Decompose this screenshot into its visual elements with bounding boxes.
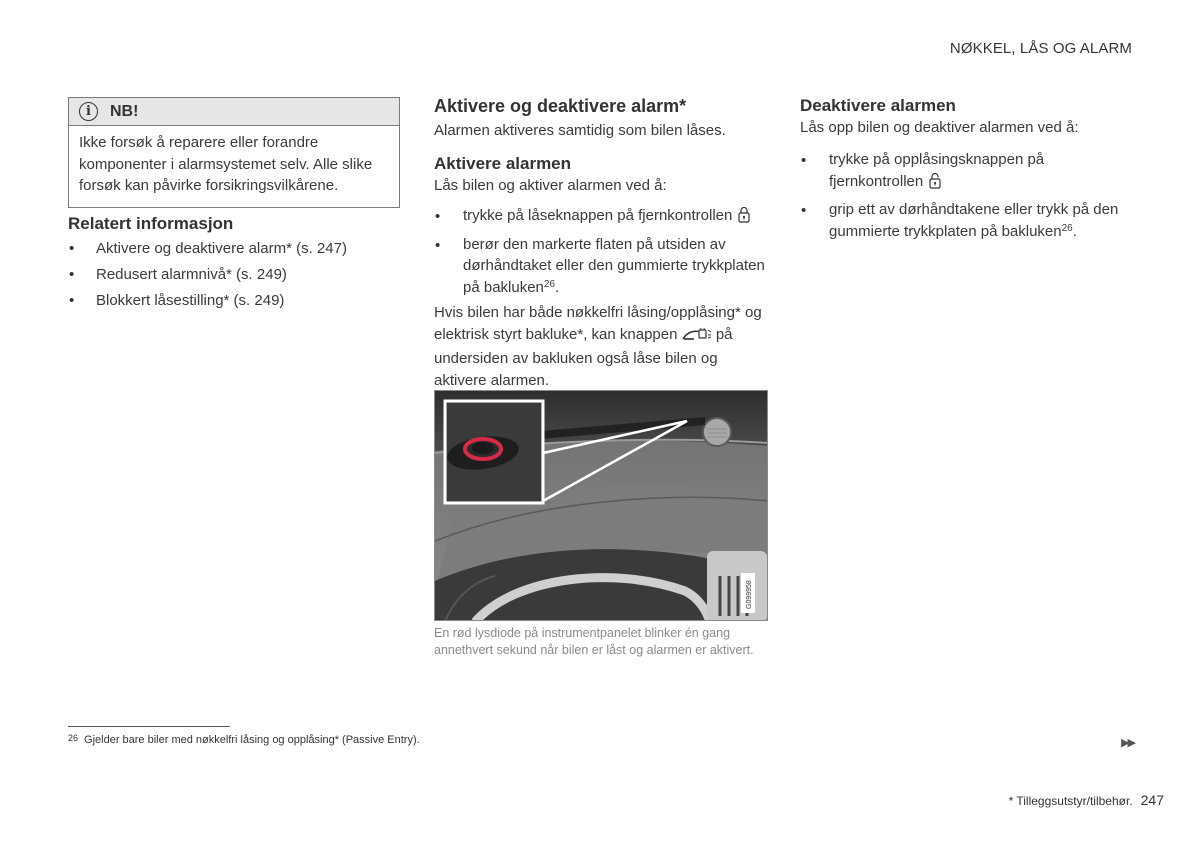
section-title: NØKKEL, LÅS OG ALARM: [949, 40, 1132, 57]
deactivate-list: [800, 149, 1134, 242]
activate-heading: Aktivere alarmen: [434, 154, 572, 173]
dashboard-illustration-graphic: [435, 391, 768, 621]
deactivate-lead: Lås opp bilen og deaktiver alarmen ved å:: [800, 119, 1079, 136]
tailgate-lock-button-icon: [682, 326, 712, 348]
note-box: [68, 97, 400, 208]
footnote-ref[interactable]: 26: [543, 278, 556, 290]
dashboard-illustration: [434, 390, 768, 621]
footnote-ref[interactable]: 26: [1061, 222, 1073, 234]
list-item-text: trykke på låseknappen på fjernkontrollen: [463, 207, 733, 224]
footnote-number: 26: [68, 733, 79, 743]
footnote-text: Gjelder bare biler med nøkkelfri låsing og opplåsing* (Passive Entry).: [84, 734, 420, 746]
related-link-activate-alarm[interactable]: • Aktivere og deaktivere alarm* (s. 247): [68, 236, 398, 262]
note-label: NB!: [110, 102, 139, 120]
figure-caption: En rød lysdiode på instrumentpanelet blinker én gang annethvert sekund når bilen er låst og alarmen er aktivert.: [434, 626, 754, 657]
activate-list: [434, 205, 768, 298]
info-icon: i: [79, 102, 98, 121]
page-number: 247: [1140, 792, 1164, 808]
list-item: • berør den markerte flaten på utsiden av dørhåndtaket eller den gummierte trykkplaten på bakluken$^{26}$.: [434, 234, 768, 299]
tailgate-text-1: Hvis bilen har både nøkkelfri låsing/opplåsing* og elektrisk styrt bakluke*, kan knappen: [434, 304, 762, 343]
related-link-reduced-alarm[interactable]: • Redusert alarmnivå* (s. 249): [68, 262, 398, 288]
lock-open-icon: [929, 172, 941, 196]
list-item: [434, 205, 768, 230]
accessory-note: * Tilleggsutstyr/tilbehør.: [1008, 794, 1133, 808]
related-link-blocked-lock[interactable]: • Blokkert låsestilling* (s. 249): [68, 288, 398, 314]
page-title: Aktivere og deaktivere alarm*: [434, 96, 687, 116]
list-item-text: trykke på opplåsingsknappen på fjernkontrollen: [829, 151, 1045, 190]
list-item-text: berør den markerte flaten på utsiden av dørhåndtaket eller den gummierte trykkplaten på bakluken: [463, 235, 765, 296]
lock-closed-icon: [738, 206, 750, 230]
list-item-text: grip ett av dørhåndtakene eller trykk på den gummierte trykkplaten på bakluken: [829, 201, 1119, 240]
tailgate-text-2: på undersiden av bakluken også låse bilen og aktivere alarmen.: [434, 326, 733, 389]
activate-lead: Lås bilen og aktiver alarmen ved å:: [434, 177, 667, 194]
double-arrow-right-icon[interactable]: ▶▶: [1121, 737, 1134, 749]
footnote-divider: [68, 726, 230, 727]
image-code: G099958: [746, 580, 753, 609]
list-item: [800, 149, 1134, 195]
note-text: Ikke forsøk å reparere eller forandre komponenter i alarmsystemet selv. Alle slike forsøk kan påvirke forsikringsvilkårene.: [79, 134, 373, 194]
list-item: • grip ett av dørhåndtakene eller trykk på den gummierte trykkplaten på bakluken$^{26}$.: [800, 199, 1134, 242]
page-footer: [1009, 792, 1164, 808]
related-info-heading: Relatert informasjon: [68, 214, 234, 233]
tailgate-paragraph: [434, 302, 768, 392]
main-column: [434, 95, 768, 392]
footnote: [68, 733, 420, 746]
note-header: [69, 98, 399, 126]
intro-text: Alarmen aktiveres samtidig som bilen låses.: [434, 122, 726, 139]
deactivate-heading: Deaktivere alarmen: [800, 96, 956, 115]
related-info-list: [68, 236, 398, 314]
deactivate-column: [800, 95, 1134, 246]
